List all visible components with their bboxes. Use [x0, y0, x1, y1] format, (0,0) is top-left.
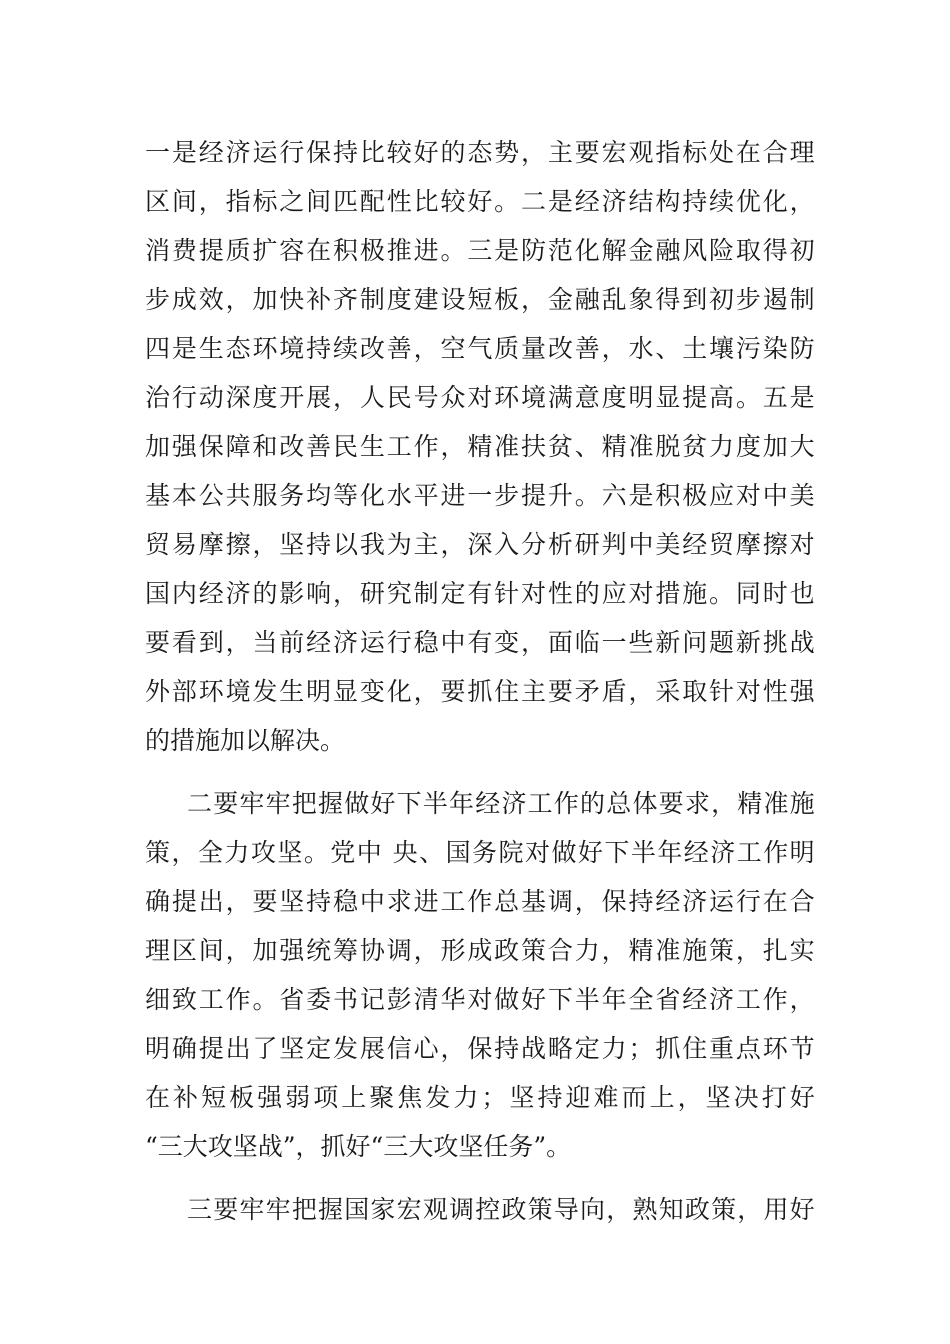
text-line: 加 强 保 障 和 改 善 民 生 工 作 ， 精 准 扶 贫 、 精 准 脱 贫 力 度 加 大: [145, 432, 815, 461]
text-line: 策 ， 全 力 攻 坚 。 党 中 央 、 国 务 院 对 做 好 下 半 年 经 济 工 作 明: [145, 838, 815, 867]
text-line: 的措施加以解决。: [145, 726, 346, 755]
text-line: 理 区 间 ， 加 强 统 筹 协 调 ， 形 成 政 策 合 力 ， 精 准 施 策 ， 扎 实: [145, 936, 815, 965]
text-line: 三 要 牢 牢 把 握 国 家 宏 观 调 控 政 策 导 向 ， 熟 知 政 策 ， 用 好: [187, 1195, 815, 1224]
text-line: 治 行 动 深 度 开 展 ， 人 民 号 众 对 环 境 满 意 度 明 显 提 高 。 五 是: [145, 383, 815, 412]
text-line: 细 致 工 作 。 省 委 书 记 彭 清 华 对 做 好 下 半 年 全 省 经 济 工 作 ，: [145, 985, 815, 1014]
text-line: 明 确 提 出 了 坚 定 发 展 信 心 ， 保 持 战 略 定 力 ； 抓 住 重 点 环 节: [145, 1034, 815, 1063]
text-line: 二 要 牢 牢 把 握 做 好 下 半 年 经 济 工 作 的 总 体 要 求 ， 精 准 施: [187, 789, 815, 818]
text-line: 国 内 经 济 的 影 响 ， 研 究 制 定 有 针 对 性 的 应 对 措 施 。 同 时 也: [145, 579, 815, 608]
document-body: [145, 128, 815, 1234]
text-line: 确 提 出 ， 要 坚 持 稳 中 求 进 工 作 总 基 调 ， 保 持 经 济 运 行 在 合: [145, 887, 815, 916]
text-line: 基 本 公 共 服 务 均 等 化 水 平 进 一 步 提 升 。 六 是 积 极 应 对 中 美: [145, 481, 815, 510]
paragraph-gap: [145, 1171, 815, 1185]
text-line: 贸 易 摩 擦 ， 坚 持 以 我 为 主 ， 深 入 分 析 研 判 中 美 经 贸 摩 擦 对: [145, 530, 815, 559]
text-line: 区 间 ， 指 标 之 间 匹 配 性 比 较 好 。 二 是 经 济 结 构 持 续 优 化 ，: [145, 187, 815, 216]
text-line: 四 是 生 态 环 境 持 续 改 善 ， 空 气 质 量 改 善 ， 水 、 土 壤 污 染 防: [145, 334, 815, 363]
text-line: 步 成 效 ， 加 快 补 齐 制 度 建 设 短 板 ， 金 融 乱 象 得 到 初 步 遏 制: [145, 285, 815, 314]
text-line: 要 看 到 ， 当 前 经 济 运 行 稳 中 有 变 ， 面 临 一 些 新 问 题 新 挑 战: [145, 628, 815, 657]
text-line: 在 补 短 板 强 弱 项 上 聚 焦 发 力 ； 坚 持 迎 难 而 上 ， 坚 决 打 好: [145, 1083, 815, 1112]
text-line: “三大攻坚战”，抓好“三大攻坚任务”。: [145, 1132, 572, 1161]
paragraph-gap: [145, 765, 815, 779]
text-line: 外 部 环 境 发 生 明 显 变 化 ， 要 抓 住 主 要 矛 盾 ， 采 取 针 对 性 强: [145, 677, 815, 706]
text-line: 消 费 提 质 扩 容 在 积 极 推 进 。 三 是 防 范 化 解 金 融 风 险 取 得 初: [145, 236, 815, 265]
text-line: 一 是 经 济 运 行 保 持 比 较 好 的 态 势 ， 主 要 宏 观 指 标 处 在 合 理: [145, 138, 815, 167]
